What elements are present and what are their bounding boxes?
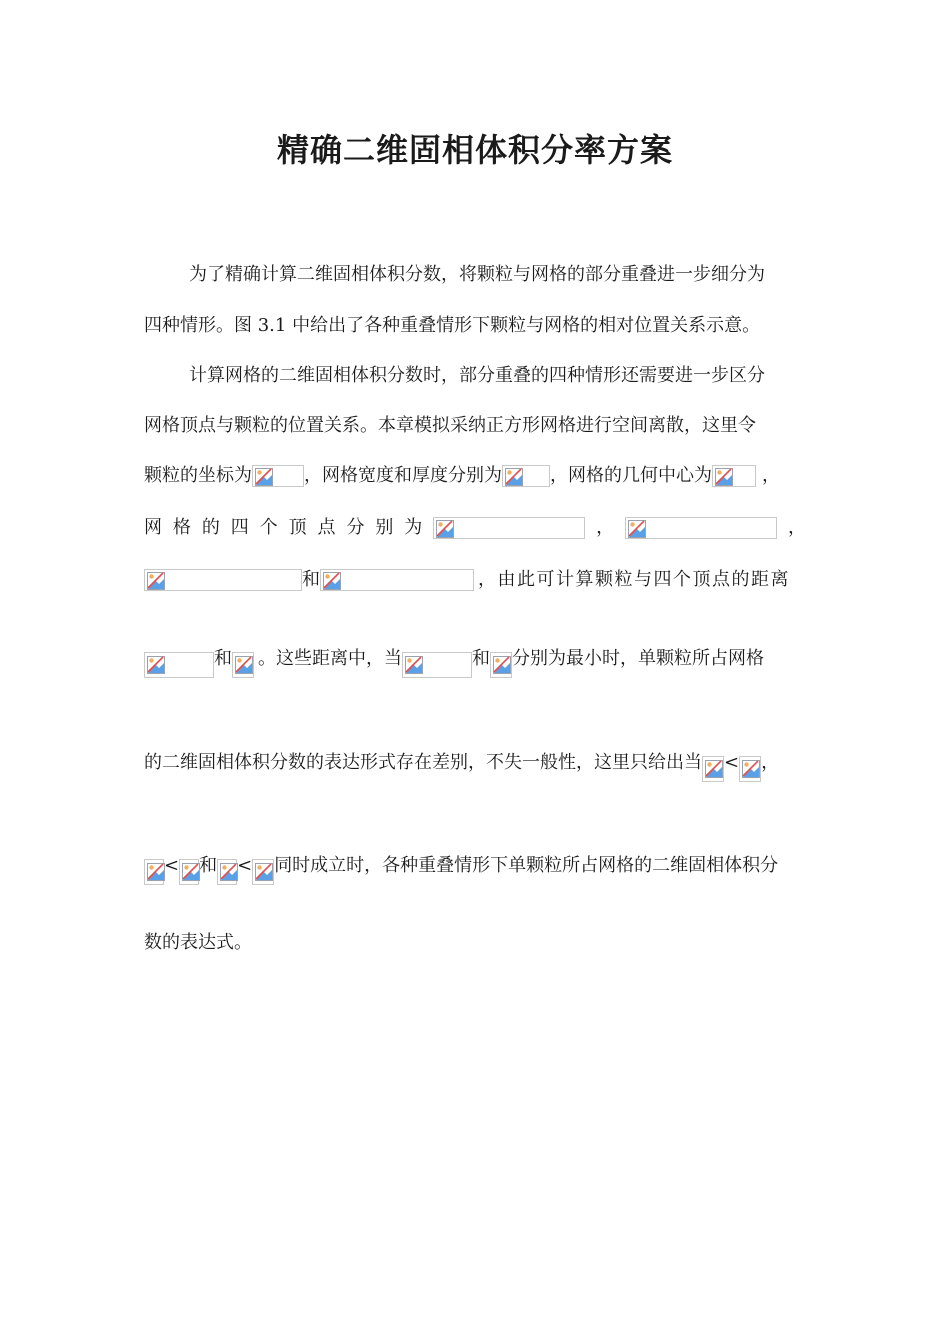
paragraph-2-line-6 <box>144 646 806 686</box>
paragraph-2-line-9: 数的表达式。 <box>144 932 252 953</box>
broken-image-icon <box>404 655 424 675</box>
paragraph-1-line-2: 四种情形。图 3.1 中给出了各种重叠情形下颗粒与网格的相对位置关系示意。 <box>144 315 761 336</box>
formula-image <box>320 569 474 591</box>
spaced-char: 格 <box>172 517 191 538</box>
broken-image-icon <box>146 655 166 675</box>
paragraph-2-line-4 <box>144 515 806 541</box>
text-fragment: < <box>237 855 253 876</box>
formula-image <box>402 652 472 678</box>
spaced-char: 分 <box>346 517 365 538</box>
text-fragment: ， <box>787 517 806 538</box>
paragraph-2-line-5 <box>144 567 806 593</box>
broken-image-icon <box>322 571 342 591</box>
paragraph-2-line-7 <box>144 750 806 790</box>
broken-image-icon <box>504 467 524 487</box>
broken-image-icon <box>234 655 254 675</box>
broken-image-icon <box>219 862 239 882</box>
text-fragment: ，由此可计算颗粒与四个顶点的距离 <box>478 569 790 590</box>
text-fragment: ，网格宽度和厚度分别为 <box>304 465 502 486</box>
formula-image <box>144 569 302 591</box>
text-fragment: 和 <box>302 569 320 590</box>
text-fragment: ， <box>762 465 780 486</box>
text-fragment: 分别为最小时，单颗粒所占网格 <box>512 648 764 669</box>
text-fragment: 和 <box>472 648 490 669</box>
text-fragment: 和 <box>199 855 218 876</box>
spaced-char: 别 <box>375 517 394 538</box>
text-fragment: ， <box>596 517 615 538</box>
paragraph-2-line-1: 计算网格的二维固相体积分数时，部分重叠的四种情形还需要进一步区分 <box>189 365 765 386</box>
paragraph-2-line-2: 网格顶点与颗粒的位置关系。本章模拟采纳正方形网格进行空间离散，这里令 <box>144 415 756 436</box>
formula-image <box>252 465 304 487</box>
broken-image-icon <box>627 519 647 539</box>
formula-image <box>739 756 761 782</box>
formula-image <box>712 465 756 487</box>
broken-image-icon <box>254 467 274 487</box>
formula-image <box>217 859 237 885</box>
text-fragment: 颗粒的坐标为 <box>144 465 252 486</box>
spaced-char: 为 <box>404 517 423 538</box>
formula-image <box>502 465 550 487</box>
spaced-char: 网 <box>144 517 162 538</box>
broken-image-icon <box>181 862 201 882</box>
formula-image <box>702 756 724 782</box>
paragraph-2-line-3 <box>144 463 806 489</box>
formula-image <box>625 517 777 539</box>
spaced-char: 点 <box>317 517 336 538</box>
broken-image-icon <box>704 759 724 779</box>
broken-image-icon <box>146 571 166 591</box>
broken-image-icon <box>254 862 274 882</box>
document-title: 精确二维固相体积分率方案 <box>276 131 673 169</box>
text-fragment: ，网格的几何中心为 <box>550 465 712 486</box>
formula-image <box>232 652 254 678</box>
broken-image-icon <box>146 862 166 882</box>
formula-image <box>179 859 199 885</box>
paragraph-1-line-1: 为了精确计算二维固相体积分数，将颗粒与网格的部分重叠进一步细分为 <box>189 264 765 285</box>
text-fragment: 和 <box>214 648 232 669</box>
broken-image-icon <box>741 759 761 779</box>
spaced-char: 顶 <box>288 517 307 538</box>
broken-image-icon <box>435 519 455 539</box>
formula-image <box>490 652 512 678</box>
text-fragment: 。这些距离中，当 <box>258 648 402 669</box>
text-fragment: 的二维固相体积分数的表达形式存在差别，不失一般性，这里只给出当 <box>144 752 702 773</box>
text-fragment: < <box>164 855 180 876</box>
formula-image <box>144 859 164 885</box>
text-fragment: ， <box>761 752 780 773</box>
paragraph-2-line-8 <box>144 853 806 893</box>
formula-image <box>252 859 274 885</box>
formula-image <box>433 517 585 539</box>
spaced-char: 个 <box>259 517 278 538</box>
broken-image-icon <box>714 467 734 487</box>
broken-image-icon <box>492 655 512 675</box>
spaced-char: 四 <box>230 517 249 538</box>
formula-image <box>144 652 214 678</box>
text-fragment: 同时成立时，各种重叠情形下单颗粒所占网格的二维固相体积分 <box>274 855 779 876</box>
spaced-char: 的 <box>201 517 220 538</box>
text-fragment: < <box>724 752 740 773</box>
